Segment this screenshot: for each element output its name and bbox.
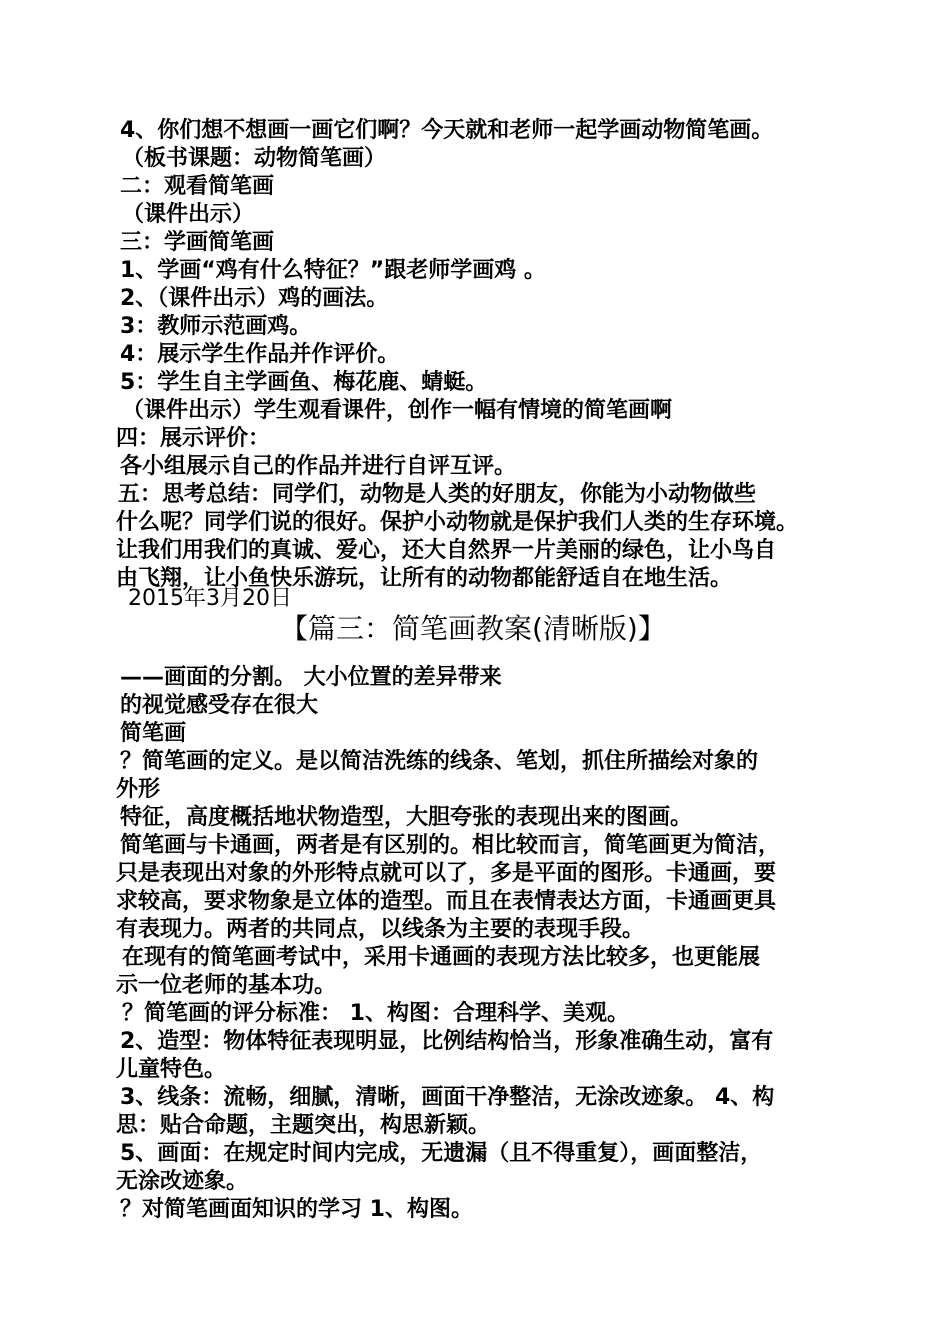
text-line: 示一位老师的基本功。 xyxy=(116,973,337,998)
text-line: （板书课题：动物简笔画） xyxy=(122,146,387,171)
text-line: 五：思考总结：同学们，动物是人类的好朋友，你能为小动物做些 xyxy=(118,482,757,507)
text-line: 有表现力。两者的共同点，以线条为主要的表现手段。 xyxy=(116,917,645,942)
text-line: 简笔画与卡通画，两者是有区别的。相比较而言，简笔画更为简洁， xyxy=(120,833,781,858)
text-line: 5、画面：在规定时间内完成，无遗漏（且不得重复），画面整洁， xyxy=(120,1141,763,1166)
text-line: 三：学画简笔画 xyxy=(120,230,275,255)
text-line: 在现有的简笔画考试中，采用卡通画的表现方法比较多，也更能展 xyxy=(122,945,761,970)
text-line: 3、线条：流畅，细腻，清晰，画面干净整洁，无涂改迹象。 4、构 xyxy=(120,1085,775,1110)
text-line: ？对简笔画面知识的学习 1、构图。 xyxy=(120,1197,473,1222)
text-line: 求较高，要求物象是立体的造型。而且在表情表达方面，卡通画更具 xyxy=(116,889,777,914)
text-line: 简笔画 xyxy=(120,721,187,746)
text-line: （课件出示） xyxy=(122,202,255,227)
text-line: 1、学画“鸡有什么特征？”跟老师学画鸡 。 xyxy=(120,258,546,283)
text-line: 只是表现出对象的外形特点就可以了，多是平面的图形。卡通画，要 xyxy=(116,861,777,886)
text-line: 外形 xyxy=(116,777,161,802)
text-line: 2、造型：物体特征表现明显，比例结构恰当，形象准确生动，富有 xyxy=(120,1029,774,1054)
text-line: 无涂改迹象。 xyxy=(116,1169,249,1194)
text-line: 什么呢？同学们说的很好。保护小动物就是保护我们人类的生存环境。 xyxy=(116,510,799,535)
text-line: 让我们用我们的真诚、爱心，还大自然界一片美丽的绿色，让小鸟自 xyxy=(116,538,777,563)
text-line: 5：学生自主学画鱼、梅花鹿、蜻蜓。 xyxy=(120,370,488,395)
text-line: ？简笔画的评分标准： 1、构图：合理科学、美观。 xyxy=(122,1001,629,1026)
text-line: 儿童特色。 xyxy=(116,1057,227,1082)
text-line: 2、（课件出示）鸡的画法。 xyxy=(120,286,389,311)
text-line: 思：贴合命题，主题突出，构思新颖。 xyxy=(116,1113,491,1138)
text-line: 4、你们想不想画一画它们啊？今天就和老师一起学画动物简笔画。 xyxy=(120,118,774,143)
text-line: （课件出示）学生观看课件，创作一幅有情境的简笔画啊 xyxy=(122,398,673,423)
text-line: 4：展示学生作品并作评价。 xyxy=(120,342,400,367)
section-heading: 【篇三：简笔画教案(清晰版)】 xyxy=(280,612,666,645)
text-line: 各小组展示自己的作品并进行自评互评。 xyxy=(120,454,517,479)
text-line: 特征，高度概括地状物造型，大胆夸张的表现出来的图画。 xyxy=(120,805,693,830)
text-line: 四：展示评价： xyxy=(116,426,271,451)
text-line: 3：教师示范画鸡。 xyxy=(120,314,312,339)
date-line: 2015年3月20日 xyxy=(128,586,292,611)
text-line: 由飞翔，让小鱼快乐游玩，让所有的动物都能舒适自在地生活。 xyxy=(116,566,733,591)
text-line: 的视觉感受存在很大 xyxy=(120,693,319,718)
text-line: 二：观看简笔画 xyxy=(120,174,275,199)
text-line: ——画面的分割。 大小位置的差异带来 xyxy=(120,665,502,690)
text-line: ？简笔画的定义。是以简洁洗练的线条、笔划，抓住所描绘对象的 xyxy=(120,749,759,774)
